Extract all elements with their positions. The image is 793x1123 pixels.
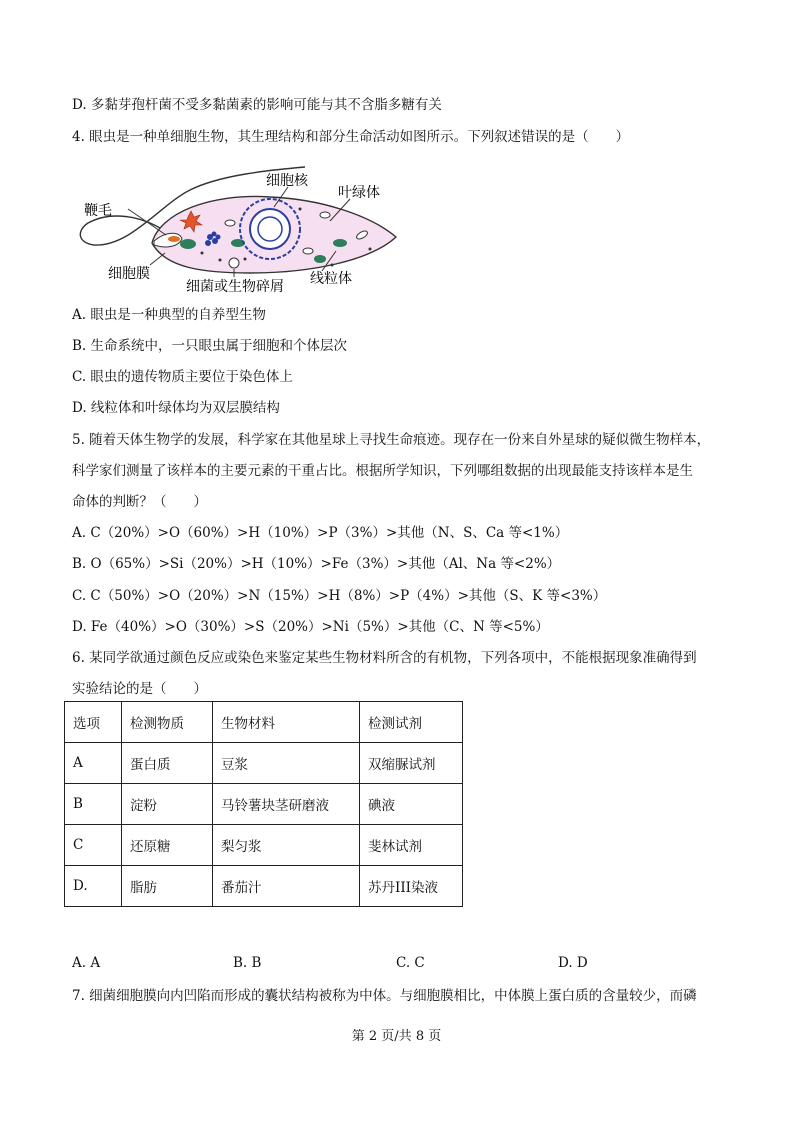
header-cell: 检测物质	[122, 702, 213, 743]
euglena-diagram	[70, 165, 400, 295]
table-cell: A	[65, 743, 122, 784]
chloroplast-blob	[314, 255, 326, 263]
label-membrane: 细胞膜	[108, 266, 150, 282]
q6-stem-2: 实验结论的是（ ）	[72, 681, 207, 697]
q4-option-d: D. 线粒体和叶绿体均为双层膜结构	[72, 400, 280, 416]
label-mitochondria: 线粒体	[310, 271, 352, 287]
table-cell: 斐林试剂	[360, 825, 463, 866]
table-cell: 苏丹III染液	[360, 866, 463, 907]
q5-option-c: C. C（50%）>O（20%）>N（15%）>H（8%）>P（4%）>其他（S、K 等<3%）	[72, 588, 607, 604]
q6-answer-d: D. D	[558, 955, 588, 971]
q6-answer-a: A. A	[72, 955, 101, 971]
q4-stem: 4. 眼虫是一种单细胞生物，其生理结构和部分生命活动如图所示。下列叙述错误的是（ ）	[72, 129, 630, 145]
table-cell: 淀粉	[122, 784, 213, 825]
table-cell: B	[65, 784, 122, 825]
table-cell: 梨匀浆	[213, 825, 360, 866]
table-cell: 番茄汁	[213, 866, 360, 907]
nucleolus	[258, 217, 282, 241]
header-cell: 选项	[65, 702, 122, 743]
q3-option-d: D. 多黏芽孢杆菌不受多黏菌素的影响可能与其不含脂多糖有关	[72, 97, 442, 113]
label-nucleus: 细胞核	[266, 173, 308, 189]
q5-stem-2: 科学家们测量了该样本的主要元素的干重占比。根据所学知识，下列哪组数据的出现最能支持该样本是生	[72, 463, 693, 479]
q5-option-a: A. C（20%）>O（60%）>H（10%）>P（3%）>其他（N、S、Ca 等<1%）	[72, 525, 569, 541]
q6-stem-1: 6. 某同学欲通过颜色反应或染色来鉴定某些生物材料所含的有机物，下列各项中，不能根据现象准确得到	[72, 650, 697, 666]
table-row	[65, 784, 463, 825]
chloroplast-blob	[333, 239, 347, 247]
mitochondrion	[320, 212, 330, 218]
q4-option-a: A. 眼虫是一种典型的自养型生物	[72, 307, 266, 323]
page-footer: 第 2 页/共 8 页	[351, 1029, 442, 1044]
q4-option-b: B. 生命系统中，一只眼虫属于细胞和个体层次	[72, 338, 348, 354]
euglena-figure	[70, 165, 400, 295]
table-cell: 豆浆	[213, 743, 360, 784]
q5-stem-3: 命体的判断？（ ）	[72, 494, 207, 510]
q6-table	[64, 701, 463, 907]
q7-stem: 7. 细菌细胞膜向内凹陷而形成的囊状结构被称为中体。与细胞膜相比，中体膜上蛋白质的含量较少，而磷	[72, 988, 697, 1004]
food-vacuole	[229, 258, 239, 268]
table-cell: D.	[65, 866, 122, 907]
header-cell: 生物材料	[213, 702, 360, 743]
table-row	[65, 866, 463, 907]
table-cell: 脂肪	[122, 866, 213, 907]
chloroplast-blob	[180, 239, 196, 249]
table-cell: 马铃薯块茎研磨液	[213, 784, 360, 825]
q4-option-c: C. 眼虫的遗传物质主要位于染色体上	[72, 369, 293, 385]
membrane-leader	[150, 253, 165, 265]
mitochondrion	[225, 220, 235, 226]
table-cell: 碘液	[360, 784, 463, 825]
table-row	[65, 825, 463, 866]
table-cell: 双缩脲试剂	[360, 743, 463, 784]
eyespot	[168, 236, 180, 242]
table-row	[65, 743, 463, 784]
label-chloroplast: 叶绿体	[338, 185, 380, 201]
table-cell: C	[65, 825, 122, 866]
label-debris: 细菌或生物碎屑	[186, 279, 284, 295]
table-header-row	[65, 702, 463, 743]
q5-option-d: D. Fe（40%）>O（30%）>S（20%）>Ni（5%）>其他（C、N 等<5%）	[72, 619, 549, 635]
q6-answer-b: B. B	[233, 955, 262, 971]
mitochondrion	[303, 248, 313, 254]
label-flagellum: 鞭毛	[84, 203, 112, 219]
q6-answer-c: C. C	[396, 955, 425, 971]
q5-stem-1: 5. 随着天体生物学的发展，科学家在其他星球上寻找生命痕迹。现存在一份来自外星球的疑似微生物样本，	[72, 432, 711, 448]
table-cell: 蛋白质	[122, 743, 213, 784]
table-cell: 还原糖	[122, 825, 213, 866]
q5-option-b: B. O（65%）>Si（20%）>H（10%）>Fe（3%）>其他（Al、Na 等<2%）	[72, 556, 561, 572]
header-cell: 检测试剂	[360, 702, 463, 743]
